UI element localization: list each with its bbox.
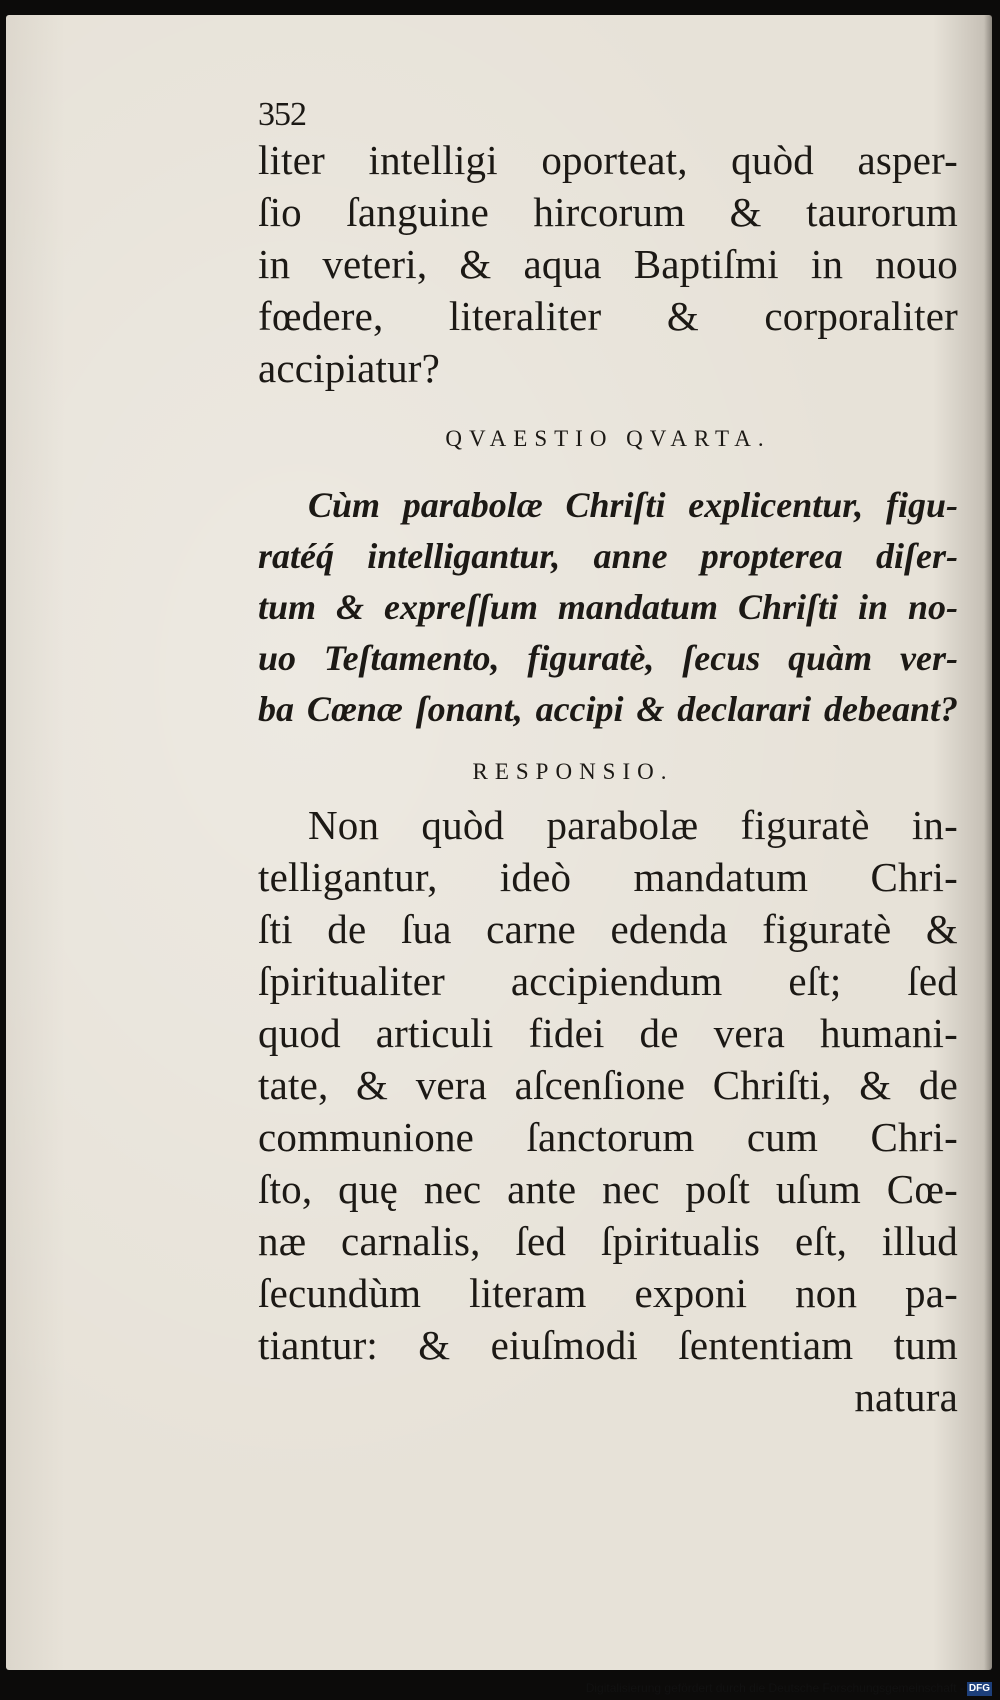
response-line: ſecundùm literam exponi non pa- <box>258 1270 958 1316</box>
response-line: tate, & vera aſcenſione Chriſti, & de <box>258 1062 958 1108</box>
question-line: tum & expreſſum mandatum Chriſti in no- <box>258 587 958 627</box>
credit-text: Digitalisierung gefördert durch die Deutsche Forschungsgemeinschaft - <box>585 1681 964 1695</box>
question-line: Cùm parabolæ Chriſti explicentur, figu- <box>308 485 958 525</box>
response-line: communione ſanctorum cum Chri- <box>258 1114 958 1160</box>
text-line: fœdere, literaliter & corporaliter <box>258 293 958 339</box>
text-line: accipiatur? <box>258 345 441 391</box>
page-text <box>258 98 958 1423</box>
question-line: ba Cœnæ ſonant, accipi & declarari debeant? <box>258 689 958 729</box>
response-line: quod articuli fidei de vera humani- <box>258 1010 958 1056</box>
page-number: 352 <box>258 96 306 133</box>
question-line: uo Teſtamento, figuratè, ſecus quàm ver- <box>258 638 958 678</box>
question-paragraph <box>258 480 958 735</box>
question-line: ratéq́ intelligantur, anne propterea diſer- <box>258 536 958 576</box>
response-heading: RESPONSIO. <box>472 759 674 784</box>
question-heading: QVAESTIO QVARTA. <box>445 426 771 451</box>
page-edge-shadow <box>984 15 992 1670</box>
text-line: in veteri, & aqua Baptiſmi in nouo <box>258 241 958 287</box>
response-line: tiantur: & eiuſmodi ſententiam tum <box>258 1322 958 1368</box>
text-line: liter intelligi oporteat, quòd asper- <box>258 137 958 183</box>
dfg-logo: DFG <box>968 1683 990 1694</box>
response-line: ſpiritualiter accipiendum eſt; ſed <box>258 958 958 1004</box>
response-line: telligantur, ideò mandatum Chri- <box>258 854 958 900</box>
response-line: næ carnalis, ſed ſpiritualis eſt, illud <box>258 1218 958 1264</box>
opening-paragraph <box>258 134 958 394</box>
response-line: Non quòd parabolæ figuratè in- <box>308 802 958 848</box>
response-line: ſto, quę nec ante nec poſt uſum Cœ- <box>258 1166 958 1212</box>
digitization-credit <box>586 1681 992 1696</box>
catchword: natura <box>854 1374 958 1420</box>
response-line: ſti de ſua carne edenda figuratè & <box>258 906 958 952</box>
response-paragraph <box>258 799 958 1423</box>
text-line: ſio ſanguine hircorum & taurorum <box>258 189 958 235</box>
